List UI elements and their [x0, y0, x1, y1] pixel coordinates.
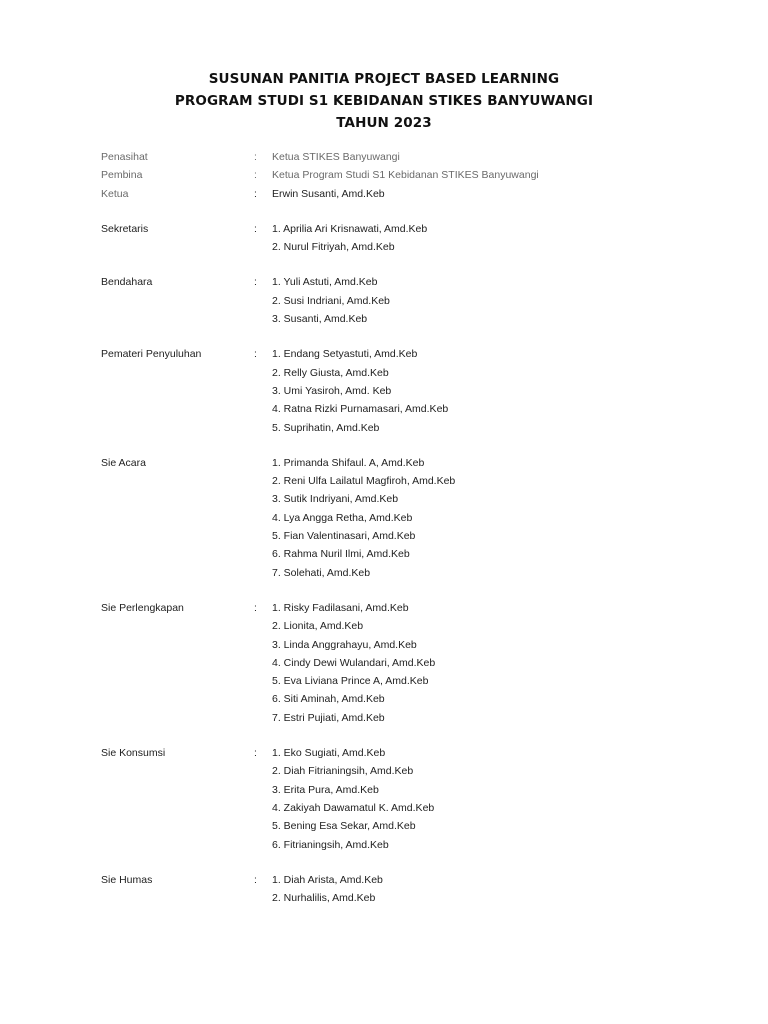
- role-label: Pemateri Penyuluhan: [101, 348, 202, 361]
- member-name: 6. Rahma Nuril Ilmi, Amd.Keb: [272, 548, 410, 561]
- section-gap: [0, 437, 768, 454]
- committee-row: [0, 690, 768, 708]
- committee-row: [0, 564, 768, 582]
- title-line-2: PROGRAM STUDI S1 KEBIDANAN STIKES BANYUWANGI: [174, 93, 594, 109]
- member-name: 2. Lionita, Amd.Keb: [272, 620, 364, 633]
- member-name: 7. Estri Pujiati, Amd.Keb: [272, 711, 385, 724]
- committee-row: [0, 292, 768, 310]
- member-name: Ketua STIKES Banyuwangi: [272, 151, 400, 163]
- member-name: 4. Ratna Rizki Purnamasari, Amd.Keb: [272, 403, 449, 416]
- member-name: 6. Fitrianingsih, Amd.Keb: [272, 838, 389, 851]
- committee-row: [0, 672, 768, 690]
- committee-row: [0, 654, 768, 672]
- committee-row: [0, 744, 768, 762]
- committee-row: [0, 617, 768, 635]
- role-label: Bendahara: [101, 276, 153, 289]
- member-name: 3. Umi Yasiroh, Amd. Keb: [272, 384, 392, 397]
- separator-colon: :: [254, 873, 257, 886]
- committee-row: [0, 799, 768, 817]
- section-gap: [0, 854, 768, 871]
- member-name: 1. Endang Setyastuti, Amd.Keb: [272, 348, 418, 361]
- section-gap: [0, 256, 768, 273]
- role-label: Ketua: [101, 187, 129, 200]
- committee-row: [0, 527, 768, 545]
- committee-row: [0, 781, 768, 799]
- separator-colon: :: [254, 348, 257, 361]
- member-name: 3. Erita Pura, Amd.Keb: [272, 783, 379, 796]
- role-label: Sie Acara: [101, 456, 146, 469]
- separator-colon: :: [254, 601, 257, 614]
- member-name: 1. Risky Fadilasani, Amd.Keb: [272, 601, 409, 614]
- member-name: 4. Lya Angga Retha, Amd.Keb: [272, 511, 413, 524]
- member-name: 5. Eva Liviana Prince A, Amd.Keb: [272, 675, 429, 688]
- member-name: 1. Aprilia Ari Krisnawati, Amd.Keb: [272, 222, 428, 235]
- role-label: Penasihat: [101, 151, 148, 163]
- committee-row: [0, 871, 768, 889]
- separator-colon: :: [254, 151, 257, 163]
- member-name: Ketua Program Studi S1 Kebidanan STIKES Banyuwangi: [272, 169, 539, 182]
- member-name: 1. Diah Arista, Amd.Keb: [272, 873, 383, 886]
- role-label: Sie Perlengkapan: [101, 601, 184, 614]
- member-name: 2. Susi Indriani, Amd.Keb: [272, 294, 390, 307]
- section-gap: [0, 328, 768, 345]
- member-name: 5. Suprihatin, Amd.Keb: [272, 421, 380, 434]
- member-name: 2. Reni Ulfa Lailatul Magfiroh, Amd.Keb: [272, 475, 456, 488]
- member-name: Erwin Susanti, Amd.Keb: [272, 187, 385, 200]
- title-line-3: TAHUN 2023: [336, 115, 432, 131]
- committee-row: [0, 273, 768, 291]
- committee-row: [0, 490, 768, 508]
- member-name: 7. Solehati, Amd.Keb: [272, 566, 371, 579]
- member-name: 3. Sutik Indriyani, Amd.Keb: [272, 493, 399, 506]
- committee-row: [0, 762, 768, 780]
- member-name: 3. Linda Anggrahayu, Amd.Keb: [272, 638, 417, 651]
- committee-row: [0, 238, 768, 256]
- section-gap: [0, 727, 768, 744]
- member-name: 2. Diah Fitrianingsih, Amd.Keb: [272, 765, 414, 778]
- committee-row: [0, 889, 768, 907]
- role-label: Sie Konsumsi: [101, 747, 166, 760]
- separator-colon: :: [254, 187, 257, 200]
- committee-row: [0, 185, 768, 203]
- member-name: 2. Nurhalilis, Amd.Keb: [272, 892, 376, 905]
- member-name: 2. Relly Giusta, Amd.Keb: [272, 366, 389, 379]
- committee-row: [0, 310, 768, 328]
- committee-row: [0, 454, 768, 472]
- committee-row: [0, 709, 768, 727]
- role-label: Pembina: [101, 169, 143, 182]
- member-name: 1. Eko Sugiati, Amd.Keb: [272, 747, 386, 760]
- member-name: 1. Yuli Astuti, Amd.Keb: [272, 276, 378, 289]
- separator-colon: :: [254, 276, 257, 289]
- committee-row: [0, 545, 768, 563]
- section-gap: [0, 203, 768, 220]
- member-name: 3. Susanti, Amd.Keb: [272, 313, 368, 326]
- committee-row: [0, 817, 768, 835]
- committee-row: [0, 345, 768, 363]
- committee-row: [0, 166, 768, 184]
- committee-list: [0, 148, 768, 907]
- committee-row: [0, 364, 768, 382]
- member-name: 5. Fian Valentinasari, Amd.Keb: [272, 530, 416, 543]
- title-line-1: SUSUNAN PANITIA PROJECT BASED LEARNING: [208, 71, 560, 87]
- role-label: Sie Humas: [101, 873, 153, 886]
- separator-colon: :: [254, 747, 257, 760]
- member-name: 5. Bening Esa Sekar, Amd.Keb: [272, 820, 416, 833]
- separator-colon: :: [254, 169, 257, 182]
- member-name: 4. Zakiyah Dawamatul K. Amd.Keb: [272, 801, 435, 814]
- committee-row: [0, 836, 768, 854]
- committee-row: [0, 220, 768, 238]
- committee-row: [0, 148, 768, 166]
- separator-colon: :: [254, 222, 257, 235]
- committee-row: [0, 472, 768, 490]
- committee-row: [0, 419, 768, 437]
- role-label: Sekretaris: [101, 222, 149, 235]
- document-title: [0, 68, 768, 134]
- committee-row: [0, 400, 768, 418]
- member-name: 1. Primanda Shifaul. A, Amd.Keb: [272, 456, 425, 469]
- committee-row: [0, 382, 768, 400]
- member-name: 2. Nurul Fitriyah, Amd.Keb: [272, 241, 395, 254]
- committee-row: [0, 599, 768, 617]
- committee-row: [0, 636, 768, 654]
- member-name: 6. Siti Aminah, Amd.Keb: [272, 693, 385, 706]
- member-name: 4. Cindy Dewi Wulandari, Amd.Keb: [272, 656, 436, 669]
- section-gap: [0, 582, 768, 599]
- committee-row: [0, 509, 768, 527]
